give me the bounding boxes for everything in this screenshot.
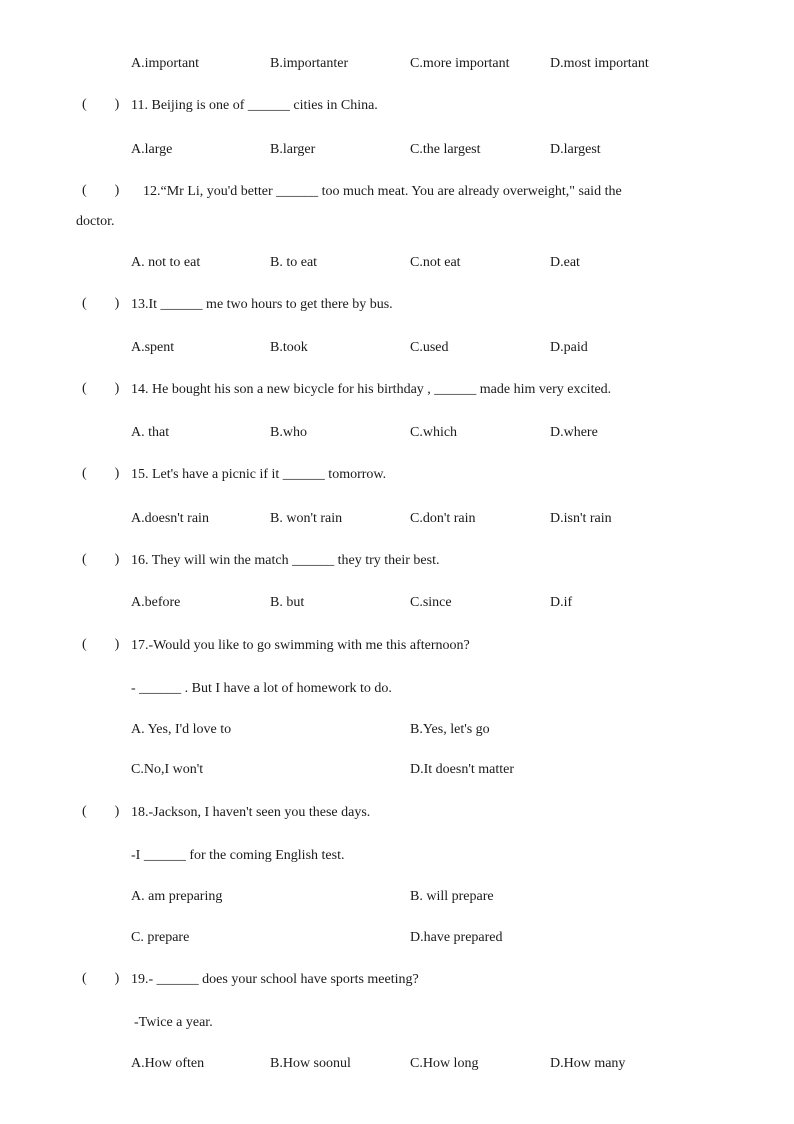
q19-option-d[interactable]: D.How many <box>550 1056 626 1071</box>
question-11-stem: 11. Beijing is one of ______ cities in China. <box>131 98 378 113</box>
question-19-reply: -Twice a year. <box>134 1015 213 1030</box>
answer-blank-17[interactable]: ( ) <box>82 637 120 652</box>
q13-option-c[interactable]: C.used <box>410 340 449 355</box>
q14-option-d[interactable]: D.where <box>550 425 598 440</box>
question-17-reply: - ______ . But I have a lot of homework to do. <box>131 681 392 696</box>
q16-option-d[interactable]: D.if <box>550 595 573 610</box>
answer-blank-11[interactable]: ( ) <box>82 97 120 112</box>
question-16-stem: 16. They will win the match ______ they try their best. <box>131 553 440 568</box>
question-19-stem: 19.- ______ does your school have sports meeting? <box>131 972 419 987</box>
q13-option-d[interactable]: D.paid <box>550 340 588 355</box>
question-12-stem: 12.“Mr Li, you'd better ______ too much meat. You are already overweight," said the <box>143 184 622 199</box>
answer-blank-15[interactable]: ( ) <box>82 466 120 481</box>
question-18-reply: -I ______ for the coming English test. <box>131 848 345 863</box>
question-17-stem: 17.-Would you like to go swimming with me this afternoon? <box>131 638 470 653</box>
q17-option-b[interactable]: B.Yes, let's go <box>410 722 490 737</box>
q19-option-a[interactable]: A.How often <box>131 1056 205 1071</box>
q12-option-a[interactable]: A. not to eat <box>131 255 201 270</box>
q14-option-b[interactable]: B.who <box>270 425 307 440</box>
q13-option-b[interactable]: B.took <box>270 340 308 355</box>
q17-option-c[interactable]: C.No,I won't <box>131 762 204 777</box>
answer-blank-14[interactable]: ( ) <box>82 381 120 396</box>
q10-option-b[interactable]: B.importanter <box>270 56 349 71</box>
q11-option-c[interactable]: C.the largest <box>410 142 481 157</box>
q18-option-a[interactable]: A. am preparing <box>131 889 223 904</box>
q12-option-c[interactable]: C.not eat <box>410 255 461 270</box>
q16-option-a[interactable]: A.before <box>131 595 181 610</box>
q13-option-a[interactable]: A.spent <box>131 340 175 355</box>
q18-option-c[interactable]: C. prepare <box>131 930 190 945</box>
q12-option-b[interactable]: B. to eat <box>270 255 318 270</box>
q12-option-d[interactable]: D.eat <box>550 255 580 270</box>
q11-option-b[interactable]: B.larger <box>270 142 316 157</box>
q19-option-b[interactable]: B.How soonul <box>270 1056 351 1071</box>
q15-option-a[interactable]: A.doesn't rain <box>131 511 209 526</box>
q18-option-b[interactable]: B. will prepare <box>410 889 494 904</box>
q14-option-c[interactable]: C.which <box>410 425 458 440</box>
question-13-stem: 13.It ______ me two hours to get there by bus. <box>131 297 393 312</box>
answer-blank-18[interactable]: ( ) <box>82 804 120 819</box>
q11-option-a[interactable]: A.large <box>131 142 173 157</box>
q10-option-c[interactable]: C.more important <box>410 56 510 71</box>
answer-blank-16[interactable]: ( ) <box>82 552 120 567</box>
q18-option-d[interactable]: D.have prepared <box>410 930 503 945</box>
q15-option-b[interactable]: B. won't rain <box>270 511 343 526</box>
answer-blank-12[interactable]: ( ) <box>82 183 120 198</box>
q16-option-c[interactable]: C.since <box>410 595 452 610</box>
q17-option-a[interactable]: A. Yes, I'd love to <box>131 722 232 737</box>
question-12-stem-cont: doctor. <box>76 214 115 229</box>
q15-option-c[interactable]: C.don't rain <box>410 511 476 526</box>
q10-option-a[interactable]: A.important <box>131 56 200 71</box>
q19-option-c[interactable]: C.How long <box>410 1056 479 1071</box>
q14-option-a[interactable]: A. that <box>131 425 170 440</box>
question-18-stem: 18.-Jackson, I haven't seen you these days. <box>131 805 371 820</box>
answer-blank-13[interactable]: ( ) <box>82 296 120 311</box>
question-15-stem: 15. Let's have a picnic if it ______ tomorrow. <box>131 467 387 482</box>
answer-blank-19[interactable]: ( ) <box>82 971 120 986</box>
q17-option-d[interactable]: D.It doesn't matter <box>410 762 514 777</box>
question-14-stem: 14. He bought his son a new bicycle for his birthday , ______ made him very excited. <box>131 382 612 397</box>
q16-option-b[interactable]: B. but <box>270 595 305 610</box>
q15-option-d[interactable]: D.isn't rain <box>550 511 612 526</box>
q11-option-d[interactable]: D.largest <box>550 142 601 157</box>
q10-option-d[interactable]: D.most important <box>550 56 649 71</box>
